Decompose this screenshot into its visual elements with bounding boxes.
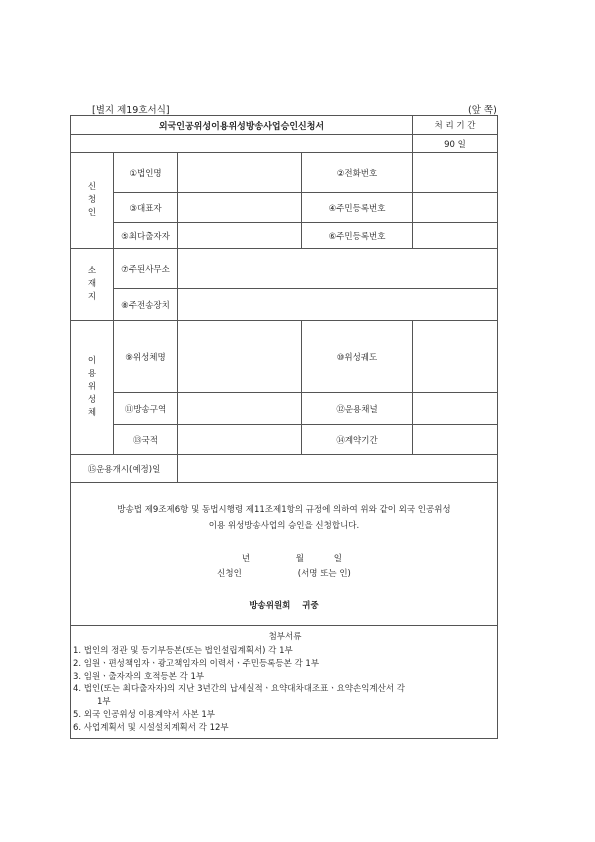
broadcast-area-field[interactable]: [178, 393, 302, 425]
page-side-label: (앞 쪽): [468, 105, 497, 116]
main-office-field[interactable]: [178, 249, 498, 289]
largest-investor-field[interactable]: [178, 223, 302, 249]
attachments-section: [71, 626, 498, 739]
inv-resident-no-label: ⑥주민등록번호: [302, 223, 413, 249]
largest-investor-label: ⑤최다출자자: [114, 223, 178, 249]
contract-period-label: ⑭계약기간: [302, 425, 413, 455]
satellite-group-label: 이 용 위 성 체: [71, 321, 114, 455]
representative-label: ③대표자: [114, 193, 178, 223]
declaration-statement: 방송법 제9조제6항 및 동법시행령 제11조제1항의 규정에 의하여 위와 같이 외국 인공위성 이용 위성방송사업의 승인을 신청합니다.: [117, 504, 451, 531]
inv-resident-no-field[interactable]: [413, 223, 498, 249]
location-group-label: 소 재 지: [71, 249, 114, 321]
attachment-item: 4. 법인(또는 최다출자자)의 지난 3년간의 납세실적ㆍ요약대차대조표ㆍ요약손익계산서 각 1부: [73, 684, 405, 708]
start-date-field[interactable]: [178, 455, 498, 483]
title-spacer: [71, 135, 413, 153]
phone-field[interactable]: [413, 153, 498, 193]
applicant-group-label: 신 청 인: [71, 153, 114, 249]
main-tx-facility-label: ⑧주전송장치: [114, 289, 178, 321]
satellite-name-label: ⑨위성체명: [114, 321, 178, 393]
rep-resident-no-label: ④주민등록번호: [302, 193, 413, 223]
application-date: 년 월 일: [241, 553, 342, 564]
nationality-label: ⑬국적: [114, 425, 178, 455]
start-date-label: ⑮운용개시(예정)일: [71, 455, 178, 483]
satellite-name-field[interactable]: [178, 321, 302, 393]
attachment-item: 3. 임원ㆍ출자자의 호적등본 각 1부: [73, 671, 205, 682]
attachment-item: 2. 임원ㆍ편성책임자ㆍ광고책임자의 이력서ㆍ주민등록등본 각 1부: [73, 658, 320, 669]
channel-label: ⑫운용채널: [302, 393, 413, 425]
phone-label: ②전화번호: [302, 153, 413, 193]
form-number: [별지 제19호서식]: [92, 105, 170, 116]
orbit-label: ⑩위성궤도: [302, 321, 413, 393]
attachments-list: [73, 645, 497, 735]
attachment-item: 5. 외국 인공위성 이용계약서 사본 1부: [73, 709, 215, 720]
orbit-field[interactable]: [413, 321, 498, 393]
representative-field[interactable]: [178, 193, 302, 223]
contract-period-field[interactable]: [413, 425, 498, 455]
broadcast-area-label: ⑪방송구역: [114, 393, 178, 425]
attachments-title: 첨부서류: [268, 632, 302, 642]
corp-name-field[interactable]: [178, 153, 302, 193]
main-office-label: ⑦주된사무소: [114, 249, 178, 289]
nationality-field[interactable]: [178, 425, 302, 455]
form-title: 외국인공위성이용위성방송사업승인신청서: [71, 116, 413, 135]
corp-name-label: ①법인명: [114, 153, 178, 193]
attachment-item: 1. 법인의 정관 및 등기부등본(또는 법인설립계획서) 각 1부: [73, 646, 293, 656]
declaration-section: [71, 483, 498, 626]
channel-field[interactable]: [413, 393, 498, 425]
application-form-table: [70, 115, 498, 739]
processing-period-value: 90 일: [413, 135, 498, 153]
attachment-item: 6. 사업계획서 및 시설설치계획서 각 12부: [73, 722, 229, 733]
applicant-signature-line: 신청인 (서명 또는 인): [217, 568, 351, 579]
rep-resident-no-field[interactable]: [413, 193, 498, 223]
main-tx-facility-field[interactable]: [178, 289, 498, 321]
processing-period-label: 처 리 기 간: [413, 116, 498, 135]
addressee: 방송위원회 귀중: [249, 600, 319, 611]
